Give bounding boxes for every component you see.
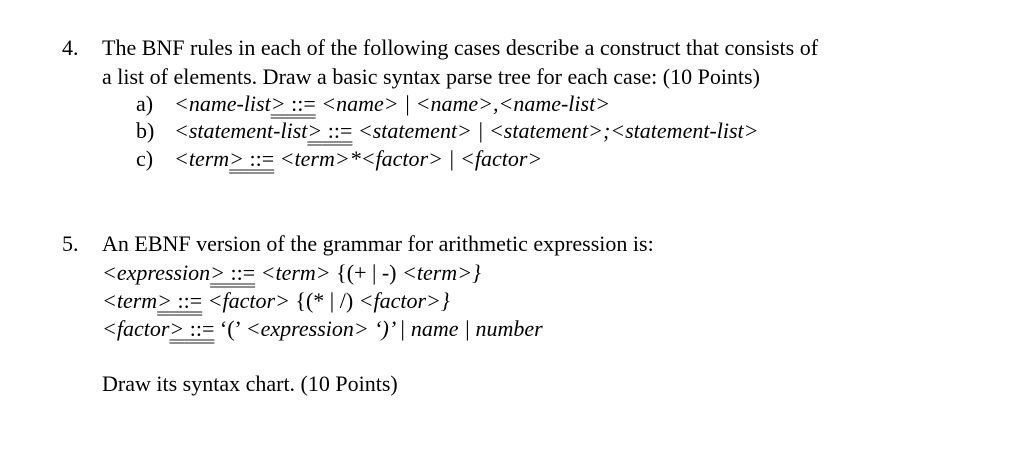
q5-rule-expression-rhs-mid: {(+ | -) [336,260,403,285]
q4-item-b-operator: ::= [322,118,353,143]
q5-rule-factor-lhs-end: > [169,316,185,341]
q5-rule-expression-lhs-end: > [210,260,225,285]
q4-number: 4. [62,35,79,60]
q4-item-a-operator: ::= [285,91,316,116]
q4-text-line-1: The BNF rules in each of the following cases describe a construct that consists of [102,35,819,60]
q5-rule-expression-lhs: <expression [102,260,211,285]
q4-item-c-lhs-end: > [229,146,245,171]
q5-rule-factor-rhs-pre: ‘(’ [214,316,246,341]
q4-item-c-rhs: <term>*<factor> | <factor> [274,146,543,171]
q5-rule-term-rhs-pre: <factor> [202,288,296,313]
q5-rule-term-operator: ::= [172,288,203,313]
q5-rule-factor-lhs: <factor [102,316,170,341]
q5-rule-term-rhs-mid: {(* | /) [295,288,359,313]
q4-item-b-rhs: <statement> | <statement>;<statement-list> [352,118,759,143]
q5-rule-term [102,288,450,314]
q4-item-b-lhs: <statement-list [174,118,308,143]
q5-rule-factor-operator: ::= [184,316,215,341]
q5-rule-term-lhs: <term [102,288,158,313]
q4-item-b-label: b) [136,118,155,143]
q5-rule-expression-rhs-pre: <term> [255,260,337,285]
q5-rule-factor [102,316,543,342]
q5-rule-term-lhs-end: > [157,288,173,313]
q5-rule-expression-operator: ::= [224,260,256,285]
q4-item-a-label: a) [136,91,154,116]
q5-instruction: Draw its syntax chart. (10 Points) [102,371,398,396]
q4-item-a-lhs-end: > [270,91,286,116]
q5-rule-expression-rhs-post: <term>} [402,260,481,285]
q4-item-b-lhs-end: > [307,118,323,143]
q4-text-line-2: a list of elements. Draw a basic syntax parse tree for each case: (10 Points) [102,64,760,89]
q5-rule-expression [102,260,481,286]
q5-rule-factor-rhs-post: ‘)’ | name | number [374,316,543,341]
q4-item-c [136,146,542,172]
q5-rule-factor-rhs-mid: <expression> [245,316,375,341]
q4-item-a [136,91,610,117]
q5-text-line-1: An EBNF version of the grammar for arithmetic expression is: [102,231,654,256]
q4-item-a-rhs: <name> | <name>,<name-list> [315,91,611,116]
q4-item-b [136,118,759,144]
q5-rule-term-rhs-post: <factor>} [358,288,450,313]
q4-item-c-label: c) [136,146,154,171]
q4-item-c-operator: ::= [244,146,275,171]
q4-item-c-lhs: <term [174,146,230,171]
q5-number: 5. [62,231,79,256]
q4-item-a-lhs: <name-list [174,91,271,116]
